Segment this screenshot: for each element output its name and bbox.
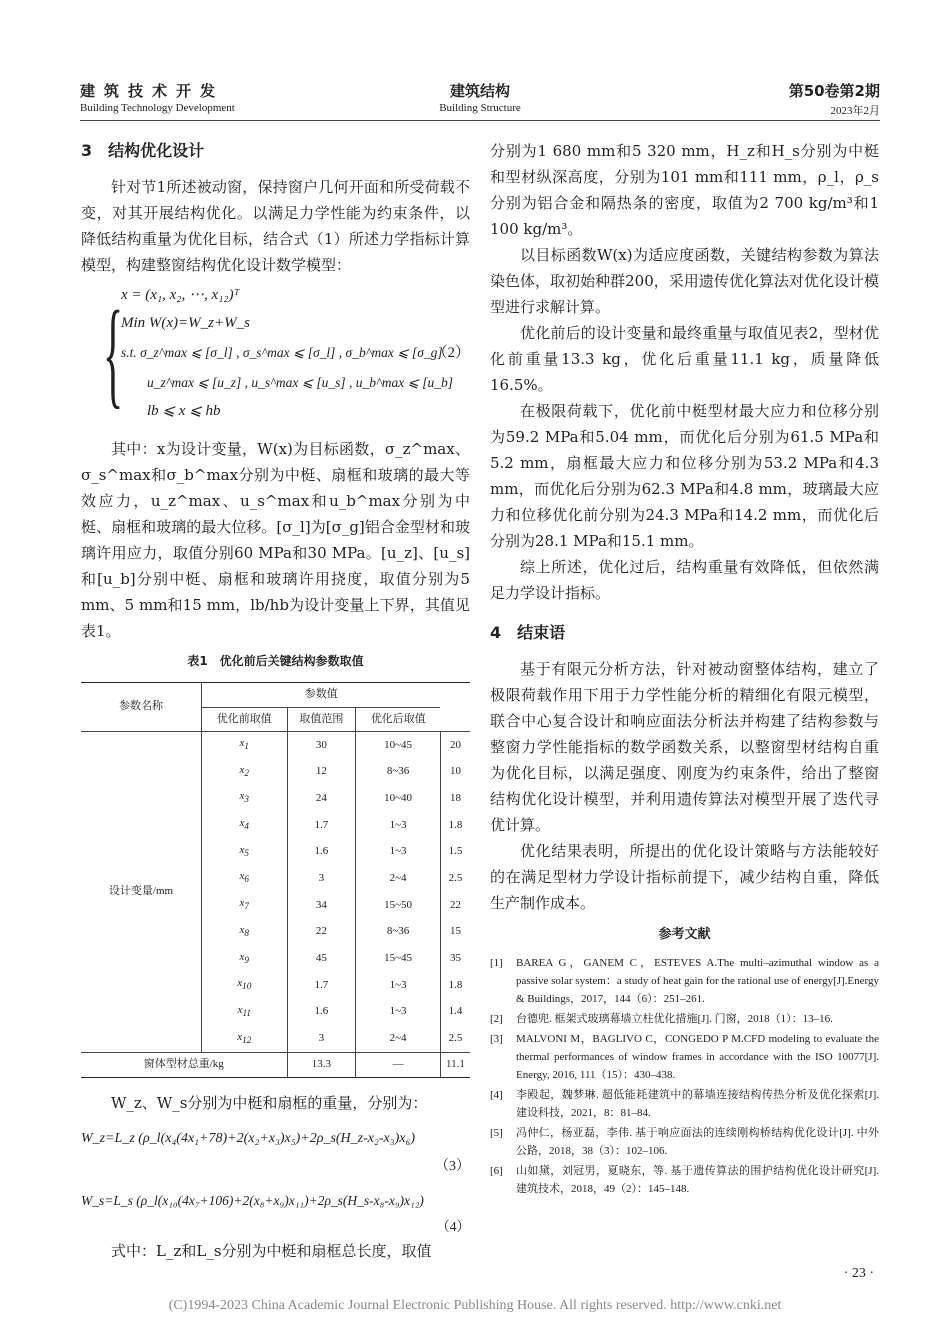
value-before: 24 xyxy=(287,785,356,812)
value-range: 15~50 xyxy=(356,892,441,919)
reference-key: [5] xyxy=(490,1127,503,1139)
paragraph: 式中：L_z和L_s分别为中梃和扇框总长度，取值 xyxy=(111,1241,432,1260)
value-before: 34 xyxy=(287,892,356,919)
value-before: 3 xyxy=(287,865,356,892)
paragraph: 优化结果表明，所提出的优化设计策略与方法能较好的在满足型材力学设计指标前提下，减少结构自重，降低生产制作成本。 xyxy=(490,842,879,912)
header-param-value: 参数值 xyxy=(202,683,441,708)
value-before: 12 xyxy=(287,759,356,786)
value-range: 1~3 xyxy=(356,812,441,839)
reference-text: 冯仲仁，杨亚磊，李伟. 基于响应面法的连续刚构桥结构优化设计[J]. 中外公路，2018，38（3）：102–106. xyxy=(516,1127,879,1157)
eq2-line5: lb ⩽ x ⩽ hb xyxy=(147,403,221,419)
total-range: — xyxy=(356,1053,441,1078)
value-after: 1.5 xyxy=(448,845,463,858)
brace: { xyxy=(103,286,124,419)
value-after: 22 xyxy=(449,898,461,911)
eq2-line4: u_z^max ⩽ [u_z] , u_s^max ⩽ [u_s] , u_b^max ⩽ [u_b] xyxy=(147,375,454,390)
variable-index: 1 xyxy=(244,741,249,752)
value-after: 35 xyxy=(449,952,461,965)
variable-index: 3 xyxy=(244,794,249,805)
value-range: 10~45 xyxy=(356,732,441,759)
issue-number: 第50卷第2期 xyxy=(788,82,880,100)
value-after: 2.5 xyxy=(448,1032,463,1045)
reference-item xyxy=(490,1124,879,1160)
reference-item xyxy=(490,1030,879,1084)
reference-key: [2] xyxy=(490,1013,503,1025)
reference-item xyxy=(490,1010,879,1028)
page-number: · 23 · xyxy=(843,1266,874,1281)
variable-name: $x_7$ xyxy=(202,892,288,919)
header-before: 优化前取值 xyxy=(202,707,288,732)
copyright-footer: (C)1994-2023 China Academic Journal Electronic Publishing House. All rights reserved. http://www.cnki.net xyxy=(168,1298,782,1313)
section-4-title: 4 结束语 xyxy=(490,623,566,642)
reference-key: [3] xyxy=(490,1033,503,1045)
paragraph: 针对节1所述被动窗，保持窗户几何开面和所受荷载不变，对其开展结构优化。以满足力学性能为约束条件，以降低结构重量为优化目标，结合式（1）所述力学指标计算模型，构建整窗结构优化设计数学模型： xyxy=(81,178,470,274)
reference-item xyxy=(490,954,879,1008)
section-name-cn: 建筑结构 xyxy=(449,82,510,100)
variable-name: $x_1$ xyxy=(202,732,288,759)
reference-key: [1] xyxy=(490,957,503,969)
eq2-line3: s.t. σ_z^max ⩽ [σ_l] , σ_s^max ⩽ [σ_l] , σ_b^max ⩽ [σ_g] xyxy=(121,345,443,360)
value-before: 30 xyxy=(287,732,356,759)
paragraph: 其中：x为设计变量，W(x)为目标函数，σ_z^max、σ_s^max和σ_b^max分别为中梃、扇框和玻璃的最大等效应力，u_z^max、u_s^max和u_b^max分别为中梃、扇框和玻璃的最大位移。[σ_l]为[σ_g]铝合金型材和玻璃许用应力，取值分别60 MPa和30 MPa。[u_z]、[u_s]和[u_b]分别中梃、扇框和玻璃许用挠度，取值分别为5 mm、5 mm和15 mm，lb/hb为设计变量上下界，其值见表1。 xyxy=(81,440,470,640)
table-row xyxy=(81,732,470,759)
variable-name: $x_3$ xyxy=(202,785,288,812)
variable-name: $x_{10}$ xyxy=(202,972,288,999)
variable-name: $x_9$ xyxy=(202,946,288,973)
value-range: 8~36 xyxy=(356,759,441,786)
eq2-line2: Min W(x)=W_z+W_s xyxy=(121,315,250,331)
paragraph: W_z、W_s分别为中梃和扇框的重量，分别为： xyxy=(111,1093,428,1112)
reference-text: 台德兜. 框架式玻璃幕墙立柱优化措施[J]. 门窗，2018（1）：13–16. xyxy=(516,1013,833,1025)
references-list xyxy=(490,954,879,1198)
value-after: 1.4 xyxy=(448,1005,463,1018)
equation-3 xyxy=(81,1126,470,1182)
value-range: 8~36 xyxy=(356,919,441,946)
variable-index: 8 xyxy=(244,928,249,938)
equation-2 xyxy=(81,282,470,432)
page-header xyxy=(80,78,880,121)
parameter-table xyxy=(81,682,470,1078)
value-range: 1~3 xyxy=(356,972,441,999)
paragraph: 优化前后的设计变量和最终重量与取值见表2，型材优化前重量13.3 kg，优化后重量11.1 kg，质量降低16.5%。 xyxy=(490,324,879,394)
total-label: 窗体型材总重/kg xyxy=(81,1053,287,1078)
reference-item xyxy=(490,1162,879,1198)
paragraph: 基于有限元分析方法，针对被动窗整体结构，建立了极限荷载作用下用于力学性能分析的精细化有限元模型，联合中心复合设计和响应面法分析法并构建了结构参数与整窗力学性能指标的数学函数关系，以整窗型材结构自重为优化目标，以满足强度、刚度为约束条件，给出了整窗结构优化设计模型，并利用遗传算法对模型开展了迭代寻优计算。 xyxy=(490,660,879,834)
value-range: 1~3 xyxy=(356,839,441,866)
references-title: 参考文献 xyxy=(658,927,711,942)
value-after: 15 xyxy=(449,925,461,938)
reference-key: [4] xyxy=(490,1089,503,1101)
value-after: 20 xyxy=(449,738,461,751)
total-after: 11.1 xyxy=(446,1058,465,1071)
paragraph: 分别为1 680 mm和5 320 mm，H_z和H_s分别为中梃和型材纵深高度，分别为101 mm和111 mm，ρ_l，ρ_s分别为铝合金和隔热条的密度，取值为2 700 kg/m³和1 100 kg/m³。 xyxy=(490,142,879,238)
journal-name-en: Building Technology Development xyxy=(80,102,235,114)
value-after: 10 xyxy=(449,765,461,778)
eq2-line1: x = (x₁, x₂, ⋯, x₁₂)ᵀ xyxy=(121,287,240,303)
value-range: 1~3 xyxy=(356,999,441,1026)
variable-index: 11 xyxy=(242,1008,251,1019)
eq2-number: （2） xyxy=(432,345,470,361)
value-range: 10~40 xyxy=(356,785,441,812)
variable-index: 7 xyxy=(244,901,249,912)
paragraph: 在极限荷载下，优化前中梃型材最大应力和位移分别为59.2 MPa和5.04 mm，而优化后分别为61.5 MPa和5.2 mm，扇框最大应力和位移分别为53.2 MPa和4.3 mm，而优化后分别为62.3 MPa和4.8 mm，玻璃最大应力和位移优化前分别为24.3 MPa和14.2 mm，而优化后分别为28.1 MPa和15.1 mm。 xyxy=(490,402,879,550)
header-after: 优化后取值 xyxy=(370,712,426,725)
value-before: 1.7 xyxy=(287,812,356,839)
header-param-name: 参数名称 xyxy=(81,683,202,732)
reference-text: 李殿起，魏梦琳. 超低能耗建筑中的幕墙连接结构传热分析及优化探索[J]. 建设科技，2021，8：81–84. xyxy=(516,1089,879,1119)
value-after: 1.8 xyxy=(448,978,463,991)
value-before: 45 xyxy=(287,946,356,973)
variable-index: 2 xyxy=(244,767,249,778)
variable-index: 4 xyxy=(244,821,249,832)
value-before: 1.6 xyxy=(287,839,356,866)
value-after: 1.8 xyxy=(448,818,463,831)
variable-name: $x_6$ xyxy=(202,865,288,892)
equation-4 xyxy=(81,1188,470,1238)
eq3-number: （3） xyxy=(435,1158,470,1174)
value-before: 1.7 xyxy=(287,972,356,999)
table-body xyxy=(81,732,470,1053)
table-caption: 表1 优化前后关键结构参数取值 xyxy=(187,654,364,668)
variable-index: 5 xyxy=(244,847,249,858)
variable-name: $x_{12}$ xyxy=(202,1026,288,1053)
variable-name: $x_2$ xyxy=(202,759,288,786)
eq4-number: （4） xyxy=(436,1218,470,1234)
group-label: 设计变量/mm xyxy=(81,732,202,1053)
section-3-title: 3 结构优化设计 xyxy=(81,141,205,160)
eq3-body: W_z=L_z (ρ_l(x₄(4x₁+78)+2(x₂+x₃)x₅)+2ρ_s(H_z-x₂-x₃)x₆) xyxy=(81,1130,416,1146)
variable-index: 10 xyxy=(242,981,252,992)
value-before: 3 xyxy=(287,1026,356,1053)
paragraph: 以目标函数W(x)为适应度函数，关键结构参数为算法染色体，取初始种群200，采用遗传优化算法对优化设计模型进行求解计算。 xyxy=(490,246,879,316)
issue-date: 2023年2月 xyxy=(830,105,880,117)
reference-text: 山如黛，刘冠男，夏晓东，等. 基于遗传算法的围护结构优化设计研究[J]. 建筑技术，2018，49（2）：145–148. xyxy=(516,1165,879,1195)
value-before: 1.6 xyxy=(287,999,356,1026)
value-before: 22 xyxy=(287,919,356,946)
reference-key: [6] xyxy=(490,1165,503,1177)
left-column xyxy=(81,138,470,1264)
variable-index: 6 xyxy=(244,874,249,885)
total-before: 13.3 xyxy=(287,1053,356,1078)
right-column xyxy=(490,138,879,1200)
paragraph: 综上所述，优化过后，结构重量有效降低，但依然满足力学设计指标。 xyxy=(490,558,879,602)
value-range: 2~4 xyxy=(356,1026,441,1053)
value-range: 15~45 xyxy=(356,946,441,973)
section-name-en: Building Structure xyxy=(439,102,521,114)
variable-name: $x_5$ xyxy=(202,839,288,866)
value-after: 18 xyxy=(449,791,461,804)
variable-name: $x_8$ xyxy=(202,919,288,946)
eq4-body: W_s=L_s (ρ_l(x₁₀(4x₇+106)+2(x₈+x₉)x₁₁)+2ρ_s(H_s-x₈-x₉)x₁₂) xyxy=(81,1192,424,1208)
reference-text: BAREA G，GANEM C，ESTEVES A.The multi–azimuthal window as a passive solar system：a study of heat gain for the rational use of energy[J].Energy & Buildings，2017，144（6）：251–261. xyxy=(516,957,879,1005)
variable-name: $x_{11}$ xyxy=(202,999,288,1026)
journal-name-cn: 建筑技术开发 xyxy=(80,82,225,100)
variable-index: 9 xyxy=(244,954,249,965)
value-range: 2~4 xyxy=(356,865,441,892)
value-after: 2.5 xyxy=(448,872,463,885)
variable-index: 12 xyxy=(242,1034,252,1045)
header-range: 取值范围 xyxy=(287,707,356,732)
reference-item xyxy=(490,1086,879,1122)
reference-text: MALVONI M，BAGLIVO C，CONGEDO P M.CFD modeling to evaluate the thermal performances of window frames in accordance with the ISO 10077[J]. Energy, 2016, 111（15）：430–438. xyxy=(516,1033,879,1081)
variable-name: $x_4$ xyxy=(202,812,288,839)
